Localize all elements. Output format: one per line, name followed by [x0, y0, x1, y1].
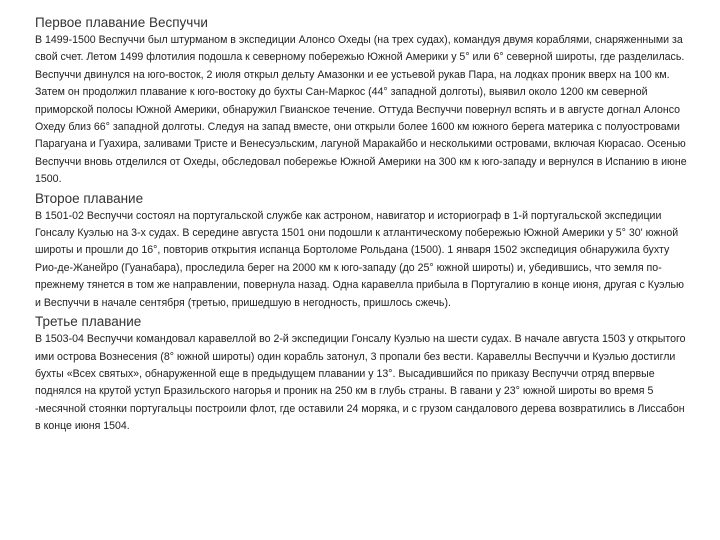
document-page	[35, 14, 687, 437]
section-text-second-voyage: В 1501-02 Веспуччи состоял на португальской службе как астроном, навигатор и историограф в 1-й португальской экспедиции Гонсалу Куэлью на 3-х судах. В середине августа 1501 они подошли к атлантическому побережью Южной Америки у 5° 30' южной широты и прошли до 16°, повторив открытия испанца Бортоломе Рольдана (1500). 1 января 1502 экспедиция обнаружила бухту Рио-де-Жанейро (Гуанабара), проследила берег на 2000 км к юго-западу (до 25° южной широты) и, убедившись, что земля по-прежнему тянется в том же направлении, повернула назад. Одна каравелла прибыла в Португалию в конце июня, другая с Куэлью и Веспуччи в начале сентября (третью, пришедшую в негодность, пришлось сжечь).	[35, 209, 684, 309]
section-text-first-voyage: В 1499-1500 Веспуччи был штурманом в экспедиции Алонсо Охеды (на трех судах), командуя двумя кораблями, снаряженными за свой счет. Летом 1499 флотилия подошла к северному побережью Южной Америки у 5° или 6° северной широты, где разделилась. Веспуччи двинулся на юго-восток, 2 июля открыл дельту Амазонки и ее устьевой рукав Пара, на лодках проник вверх на 100 км. Затем он продолжил плавание к юго-востоку до бухты Сан-Маркос (44° западной долготы), выявил около 1200 км северной приморской полосы Южной Америки, обнаружил Гвианское течение. Оттуда Веспуччи повернул вспять и в августе догнал Алонсо Охеду близ 66° западной долготы. Следуя на запад вместе, они открыли более 1600 км южного берега материка с полуостровами Парагуана и Гуахира, заливами Тристе и Венесуэльским, лагуной Маракайбо и несколькими островами, включая Кюрасао. Осенью Веспуччи вновь отделился от Охеды, обследовал побережье Южной Америки на 300 км к юго-западу и вернулся в Испанию в июне 1500.	[35, 34, 687, 186]
section-title-second-voyage: Второе плавание	[35, 190, 144, 206]
section-text-third-voyage: В 1503-04 Веспуччи командовал каравеллой во 2-й экспедиции Гонсалу Куэлью на шести судах. В начале августа 1503 у открытого ими острова Вознесения (8° южной широты) один корабль затонул, 3 пропали без вести. Каравеллы Веспуччи и Куэлью достигли бухты «Всех святых», обнаруженной еще в предыдущем плавании у 13°. Высадившийся по приказу Веспуччи отряд впервые поднялся на крутой уступ Бразильского нагорья и проник на 250 км в глубь страны. В гавани у 23° южной широты во время 5 -месячной стоянки португальцы построили флот, где оставили 24 моряка, и с грузом сандалового дерева возвратились в Лиссабон в конце июня 1504.	[35, 333, 686, 433]
section-title-first-voyage: Первое плавание Веспуччи	[35, 15, 208, 30]
section-title-third-voyage: Третье плавание	[35, 314, 142, 330]
